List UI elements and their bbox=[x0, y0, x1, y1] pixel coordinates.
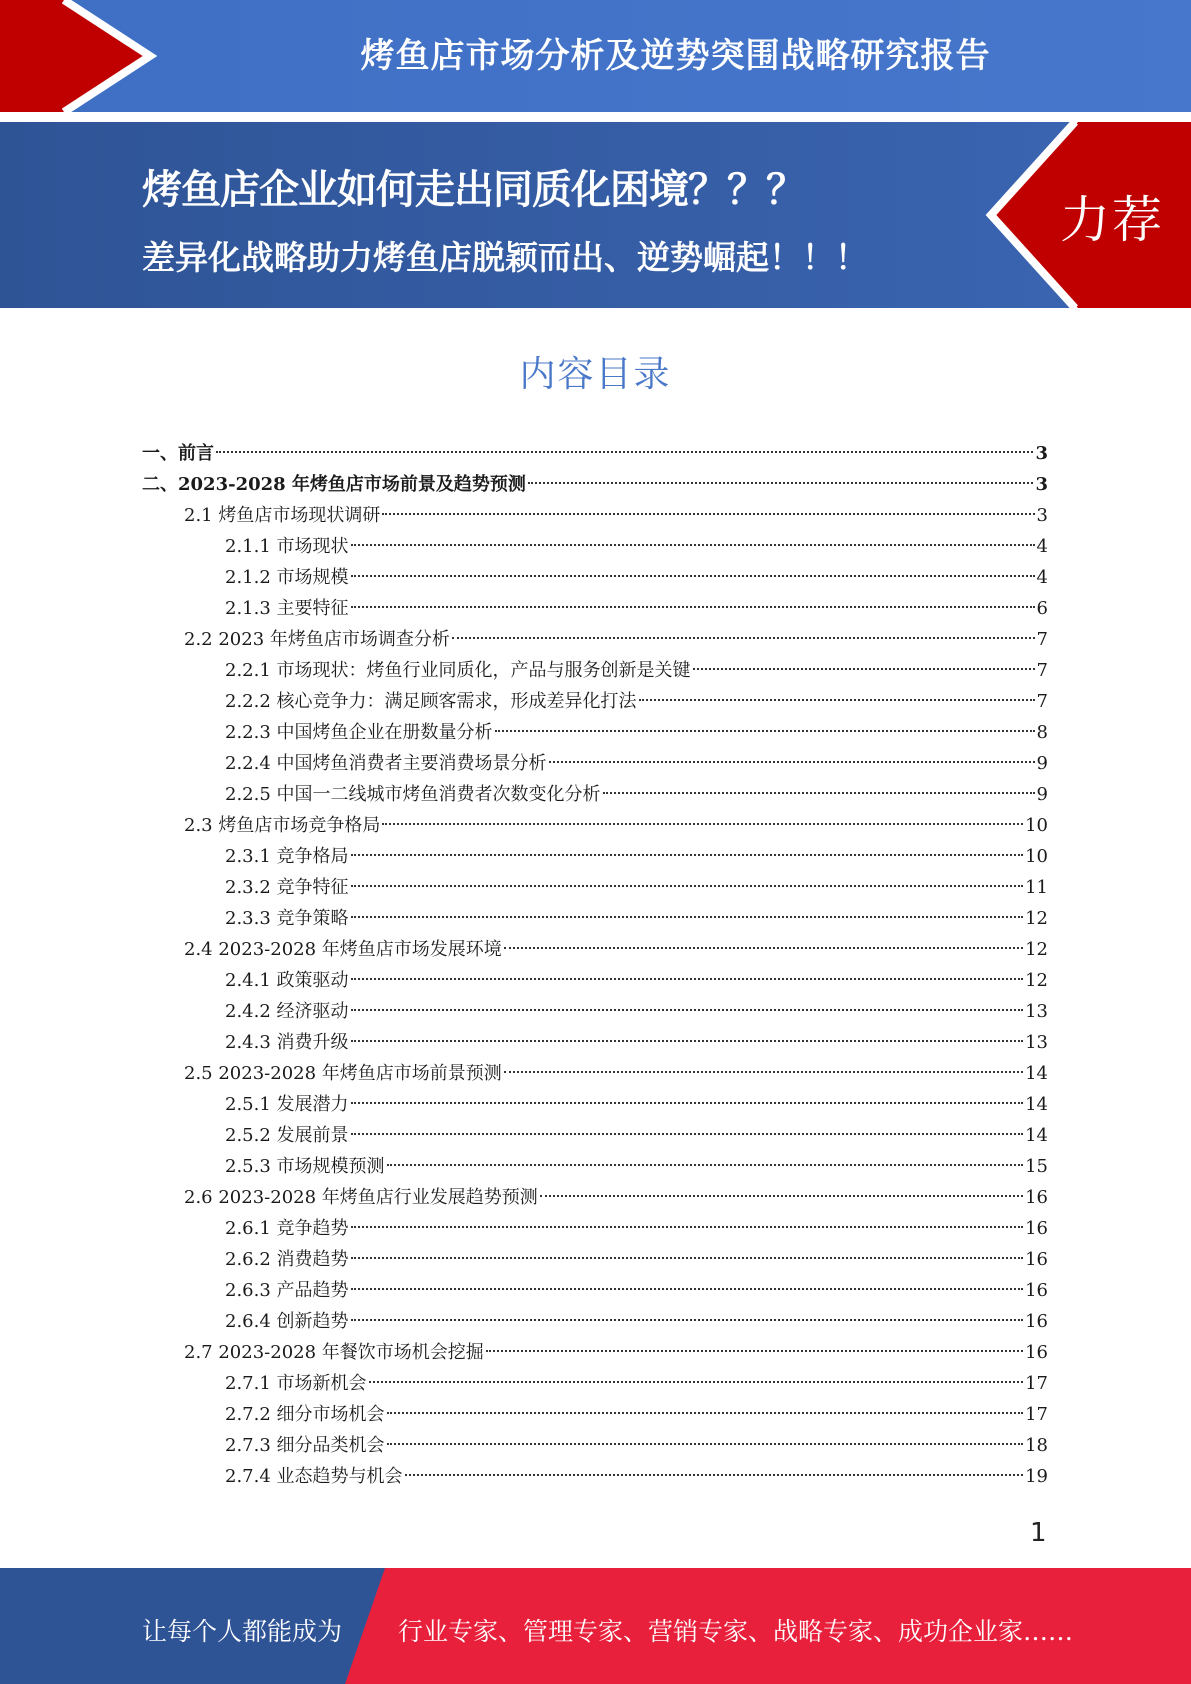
toc-entry[interactable] bbox=[225, 1461, 1048, 1492]
toc-entry-page: 3 bbox=[1035, 474, 1048, 495]
toc-entry-label: 2.5 2023-2028 年烤鱼店市场前景预测 bbox=[184, 1063, 502, 1084]
toc-entry-label: 2.6.3 产品趋势 bbox=[225, 1280, 349, 1301]
toc-entry-page: 11 bbox=[1025, 877, 1048, 898]
toc-entry-page: 16 bbox=[1025, 1342, 1048, 1363]
toc-entry[interactable] bbox=[184, 1058, 1048, 1089]
toc-dot-leader bbox=[351, 1226, 1024, 1228]
toc-entry-page: 16 bbox=[1025, 1218, 1048, 1239]
toc-dot-leader bbox=[351, 1009, 1024, 1011]
toc-dot-leader bbox=[351, 1133, 1024, 1135]
toc-entry-label: 2.7.1 市场新机会 bbox=[225, 1373, 367, 1394]
toc-entry[interactable] bbox=[225, 903, 1048, 934]
toc-entry[interactable] bbox=[184, 500, 1048, 531]
toc-entry-page: 16 bbox=[1025, 1249, 1048, 1270]
toc-entry[interactable] bbox=[225, 1120, 1048, 1151]
toc-entry-page: 14 bbox=[1025, 1125, 1048, 1146]
toc-entry[interactable] bbox=[225, 1244, 1048, 1275]
toc-entry-page: 14 bbox=[1025, 1094, 1048, 1115]
toc-entry-label: 2.2.2 核心竞争力：满足顾客需求，形成差异化打法 bbox=[225, 691, 637, 712]
toc-entry-label: 2.6 2023-2028 年烤鱼店行业发展趋势预测 bbox=[184, 1187, 538, 1208]
toc-entry-label: 2.4.1 政策驱动 bbox=[225, 970, 349, 991]
toc-entry[interactable] bbox=[184, 810, 1048, 841]
toc-entry-label: 2.4.2 经济驱动 bbox=[225, 1001, 349, 1022]
toc-entry-label: 2.3.3 竞争策略 bbox=[225, 908, 349, 929]
toc-entry-page: 7 bbox=[1036, 660, 1048, 681]
toc-entry-label: 2.1.1 市场现状 bbox=[225, 536, 349, 557]
toc-entry-page: 14 bbox=[1025, 1063, 1048, 1084]
toc-entry-page: 9 bbox=[1036, 753, 1048, 774]
toc-dot-leader bbox=[351, 916, 1024, 918]
toc-entry-page: 10 bbox=[1025, 815, 1048, 836]
toc-entry-label: 二、2023-2028 年烤鱼店市场前景及趋势预测 bbox=[142, 474, 526, 495]
headline-banner-shape bbox=[0, 122, 1191, 308]
toc-entry-page: 3 bbox=[1035, 443, 1048, 464]
toc-entry-label: 2.1.2 市场规模 bbox=[225, 567, 349, 588]
toc-entry[interactable] bbox=[225, 717, 1048, 748]
toc-entry-label: 2.3.1 竞争格局 bbox=[225, 846, 349, 867]
toc-entry-label: 2.5.1 发展潜力 bbox=[225, 1094, 349, 1115]
toc-entry-label: 2.5.3 市场规模预测 bbox=[225, 1156, 385, 1177]
toc-dot-leader bbox=[528, 482, 1034, 484]
toc-entry-page: 8 bbox=[1036, 722, 1048, 743]
toc-dot-leader bbox=[495, 730, 1035, 732]
toc-dot-leader bbox=[351, 544, 1035, 546]
toc-entry-label: 2.4 2023-2028 年烤鱼店市场发展环境 bbox=[184, 939, 502, 960]
toc-dot-leader bbox=[693, 668, 1035, 670]
toc-entry-label: 2.2.3 中国烤鱼企业在册数量分析 bbox=[225, 722, 493, 743]
toc-entry-label: 一、前言 bbox=[142, 443, 214, 464]
toc-entry[interactable] bbox=[142, 438, 1048, 469]
toc-entry-page: 13 bbox=[1025, 1001, 1048, 1022]
toc-entry-label: 2.7.2 细分市场机会 bbox=[225, 1404, 385, 1425]
toc-dot-leader bbox=[405, 1474, 1024, 1476]
toc-entry[interactable] bbox=[225, 1275, 1048, 1306]
toc-entry-label: 2.1.3 主要特征 bbox=[225, 598, 349, 619]
toc-dot-leader bbox=[387, 1164, 1024, 1166]
toc-entry-label: 2.3 烤鱼店市场竞争格局 bbox=[184, 815, 381, 836]
toc-entry[interactable] bbox=[225, 748, 1048, 779]
toc-dot-leader bbox=[369, 1381, 1024, 1383]
toc-dot-leader bbox=[351, 885, 1024, 887]
footer-slogan-right: 行业专家、管理专家、营销专家、战略专家、成功企业家…… bbox=[398, 1617, 1074, 1646]
toc-entry-page: 19 bbox=[1025, 1466, 1048, 1487]
top-banner bbox=[0, 0, 1191, 112]
toc-entry-page: 3 bbox=[1036, 505, 1048, 526]
toc-entry[interactable] bbox=[142, 469, 1048, 500]
toc-dot-leader bbox=[351, 854, 1024, 856]
toc-dot-leader bbox=[216, 451, 1033, 453]
headline-statement: 差异化战略助力烤鱼店脱颖而出、逆势崛起！！！ bbox=[142, 238, 868, 277]
toc-entry[interactable] bbox=[225, 779, 1048, 810]
toc-entry-page: 6 bbox=[1036, 598, 1048, 619]
toc-entry-label: 2.6.1 竞争趋势 bbox=[225, 1218, 349, 1239]
toc-entry[interactable] bbox=[225, 593, 1048, 624]
toc-entry-page: 17 bbox=[1025, 1373, 1048, 1394]
toc-entry[interactable] bbox=[225, 965, 1048, 996]
toc-dot-leader bbox=[540, 1195, 1023, 1197]
toc-entry-label: 2.4.3 消费升级 bbox=[225, 1032, 349, 1053]
toc-dot-leader bbox=[549, 761, 1035, 763]
toc-entry-label: 2.2.5 中国一二线城市烤鱼消费者次数变化分析 bbox=[225, 784, 601, 805]
toc-entry-page: 12 bbox=[1025, 908, 1048, 929]
toc-dot-leader bbox=[351, 575, 1035, 577]
toc-dot-leader bbox=[504, 947, 1023, 949]
page-number: 1 bbox=[1030, 1518, 1047, 1548]
report-title: 烤鱼店市场分析及逆势突围战略研究报告 bbox=[360, 36, 991, 76]
toc-entry-page: 18 bbox=[1025, 1435, 1048, 1456]
toc-dot-leader bbox=[351, 1040, 1024, 1042]
toc-entry[interactable] bbox=[225, 1027, 1048, 1058]
toc-entry-page: 16 bbox=[1025, 1187, 1048, 1208]
toc-entry-page: 4 bbox=[1036, 536, 1048, 557]
toc-entry-label: 2.5.2 发展前景 bbox=[225, 1125, 349, 1146]
toc-entry-page: 9 bbox=[1036, 784, 1048, 805]
toc-entry[interactable] bbox=[184, 934, 1048, 965]
toc-dot-leader bbox=[639, 699, 1035, 701]
toc-dot-leader bbox=[486, 1350, 1023, 1352]
toc-entry[interactable] bbox=[225, 996, 1048, 1027]
toc-entry[interactable] bbox=[184, 1182, 1048, 1213]
toc-dot-leader bbox=[351, 1102, 1024, 1104]
recommend-badge: 力荐 bbox=[1060, 191, 1164, 249]
toc-entry-page: 7 bbox=[1036, 629, 1048, 650]
toc-title: 内容目录 bbox=[519, 354, 672, 395]
toc-entry[interactable] bbox=[225, 531, 1048, 562]
toc-dot-leader bbox=[351, 1319, 1024, 1321]
footer-banner bbox=[0, 1568, 1191, 1684]
toc-entry-page: 12 bbox=[1025, 939, 1048, 960]
headline-banner bbox=[0, 122, 1191, 308]
toc-dot-leader bbox=[351, 1288, 1024, 1290]
toc-entry[interactable] bbox=[225, 655, 1048, 686]
toc-entry-label: 2.2.4 中国烤鱼消费者主要消费场景分析 bbox=[225, 753, 547, 774]
toc-entry-page: 15 bbox=[1025, 1156, 1048, 1177]
toc-entry[interactable] bbox=[225, 1368, 1048, 1399]
toc-entry[interactable] bbox=[225, 1399, 1048, 1430]
toc-dot-leader bbox=[504, 1071, 1023, 1073]
toc-entry-label: 2.7.3 细分品类机会 bbox=[225, 1435, 385, 1456]
toc-entry[interactable] bbox=[225, 1151, 1048, 1182]
toc-dot-leader bbox=[452, 637, 1035, 639]
toc-dot-leader bbox=[603, 792, 1035, 794]
toc-entry-label: 2.7.4 业态趋势与机会 bbox=[225, 1466, 403, 1487]
toc-dot-leader bbox=[351, 606, 1035, 608]
toc-entry-page: 16 bbox=[1025, 1280, 1048, 1301]
footer-slogan-left: 让每个人都能成为 bbox=[142, 1617, 343, 1646]
toc-entry[interactable] bbox=[225, 841, 1048, 872]
toc-entry-label: 2.3.2 竞争特征 bbox=[225, 877, 349, 898]
toc-entry[interactable] bbox=[225, 1213, 1048, 1244]
toc-entry-label: 2.6.4 创新趋势 bbox=[225, 1311, 349, 1332]
toc-entry-page: 16 bbox=[1025, 1311, 1048, 1332]
toc-entry[interactable] bbox=[225, 1089, 1048, 1120]
toc-entry-label: 2.2.1 市场现状：烤鱼行业同质化，产品与服务创新是关键 bbox=[225, 660, 691, 681]
toc-entry[interactable] bbox=[184, 1337, 1048, 1368]
toc-entry[interactable] bbox=[225, 1306, 1048, 1337]
toc-dot-leader bbox=[387, 1443, 1024, 1445]
toc-entry-page: 12 bbox=[1025, 970, 1048, 991]
toc-entry[interactable] bbox=[225, 562, 1048, 593]
toc-entry[interactable] bbox=[225, 686, 1048, 717]
toc-dot-leader bbox=[382, 823, 1023, 825]
toc-dot-leader bbox=[382, 513, 1034, 515]
toc-entry-page: 7 bbox=[1036, 691, 1048, 712]
toc-entry-label: 2.1 烤鱼店市场现状调研 bbox=[184, 505, 381, 526]
toc-dot-leader bbox=[387, 1412, 1024, 1414]
toc-dot-leader bbox=[351, 978, 1024, 980]
headline-question: 烤鱼店企业如何走出同质化困境？？？ bbox=[142, 167, 805, 213]
toc-entry-label: 2.6.2 消费趋势 bbox=[225, 1249, 349, 1270]
toc-entry[interactable] bbox=[184, 624, 1048, 655]
toc-entry-page: 4 bbox=[1036, 567, 1048, 588]
toc-entry-label: 2.7 2023-2028 年餐饮市场机会挖掘 bbox=[184, 1342, 484, 1363]
toc-dot-leader bbox=[351, 1257, 1024, 1259]
toc-entry[interactable] bbox=[225, 872, 1048, 903]
toc-entry-label: 2.2 2023 年烤鱼店市场调查分析 bbox=[184, 629, 450, 650]
toc-entry-page: 10 bbox=[1025, 846, 1048, 867]
toc-entry-page: 13 bbox=[1025, 1032, 1048, 1053]
toc-entry-page: 17 bbox=[1025, 1404, 1048, 1425]
toc-entry[interactable] bbox=[225, 1430, 1048, 1461]
